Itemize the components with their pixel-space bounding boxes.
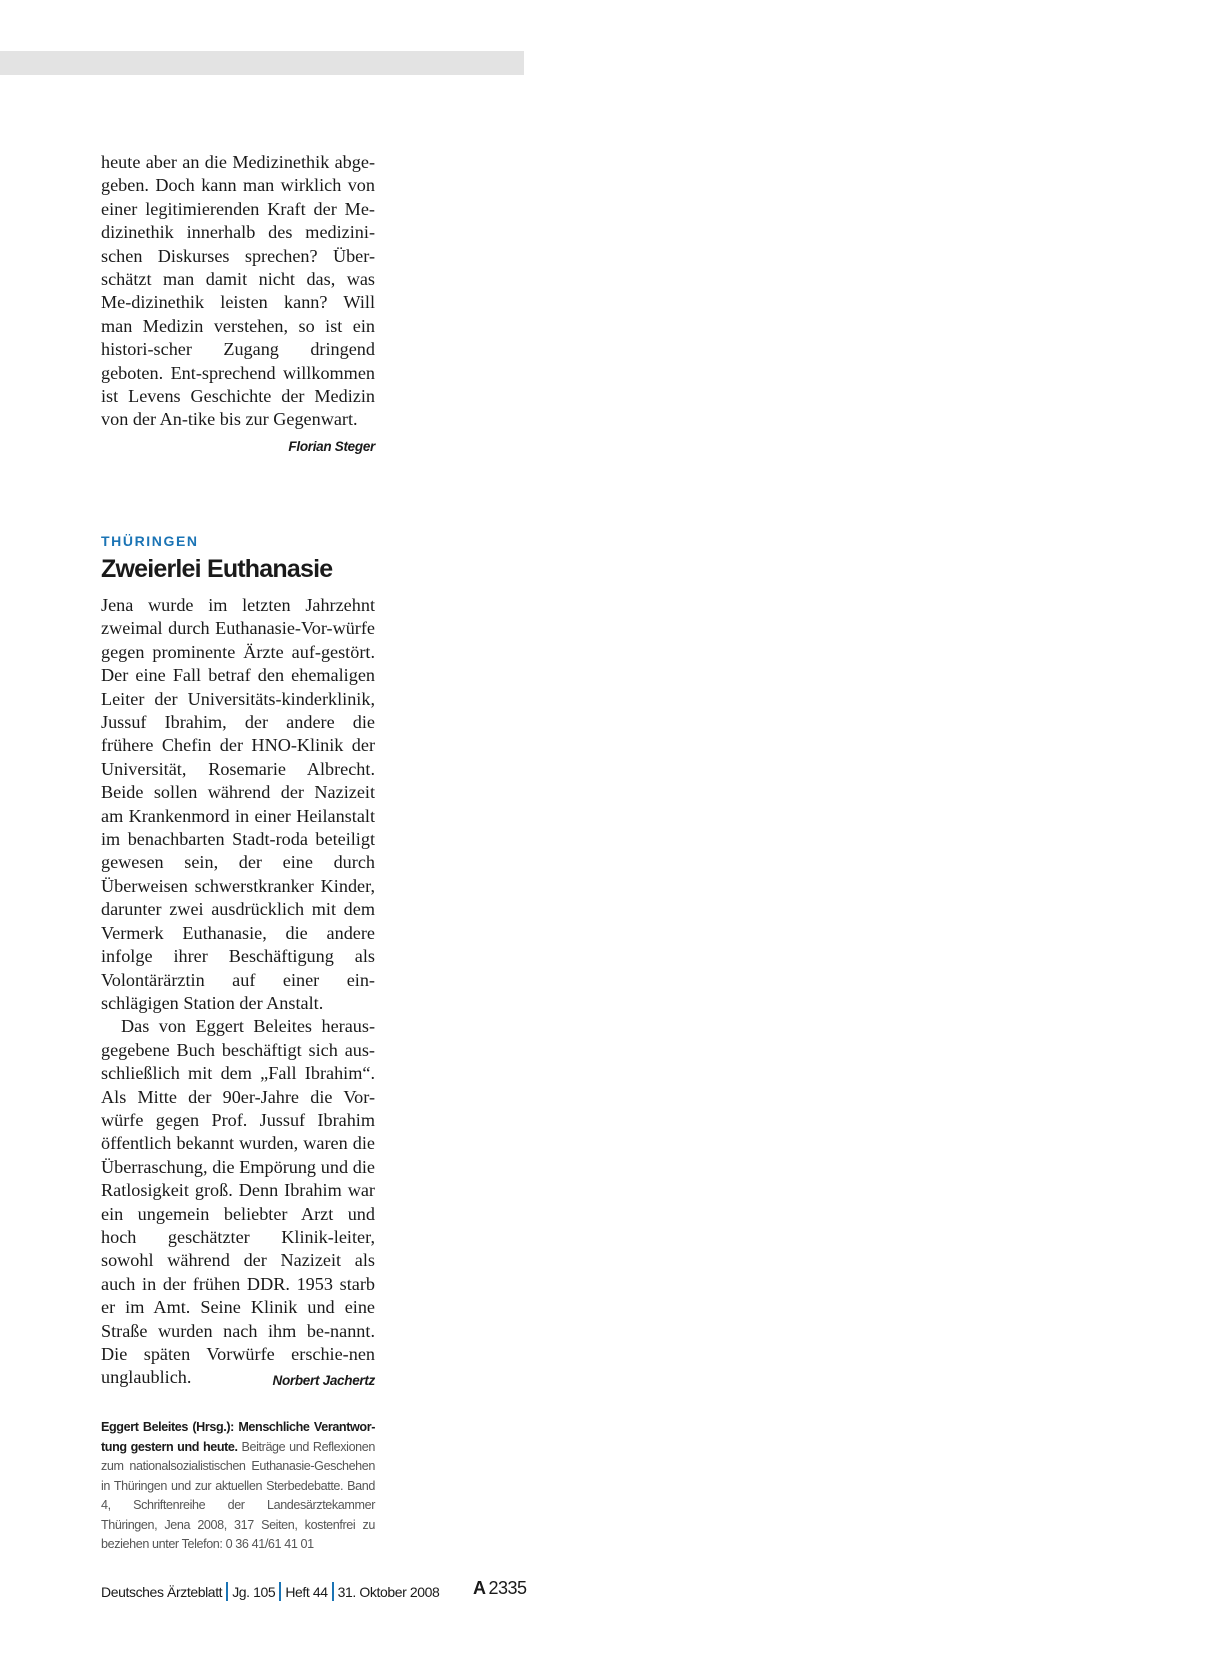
footer-volume: Jg. 105 — [232, 1584, 276, 1600]
intro-column — [101, 151, 375, 458]
article-paragraph-2: Das von Eggert Beleites heraus-gegebene Buch beschäftigt sich aus-schließlich mit dem „Fall Ibrahim“. Als Mitte der 90er-Jahre die Vor-würfe gegen Prof. Jussuf Ibrahim öffentlich bekannt wurden, waren die Überraschung, die Empörung und die Ratlosigkeit groß. Denn Ibrahim war ein ungemein beliebter Arzt und hoch geschätzter Klinik-leiter, sowohl während der Nazizeit als auch in der frühen DDR. 1953 starb er im Amt. Seine Klinik und eine Straße wurden nach ihm be-nannt. Die späten Vorwürfe erschie-nen unglaublich. — [101, 1016, 375, 1388]
footer-separator — [226, 1582, 228, 1601]
article — [101, 533, 375, 1393]
footer-issue: Heft 44 — [285, 1584, 328, 1600]
article-paragraph-1: Jena wurde im letzten Jahrzehnt zweimal durch Euthanasie-Vor-würfe gegen prominente Ärzte auf-gestört. Der eine Fall betraf den ehemaligen Leiter der Universitäts-kinderklinik, Jussuf Ibrahim, der andere die frühere Chefin der HNO-Klinik der Universität, Rosemarie Albrecht. Beide sollen während der Nazizeit am Krankenmord in einer Heilanstalt im benachbarten Stadt-roda beteiligt gewesen sein, der eine durch Überweisen schwerstkranker Kinder, darunter zwei ausdrücklich mit dem Vermerk Euthanasie, die andere infolge ihrer Beschäftigung als Volontärärztin auf einer ein-schlägigen Station der Anstalt. — [101, 595, 375, 1013]
article-author: Norbert Jachertz — [272, 1373, 375, 1389]
book-reference — [101, 1418, 375, 1555]
header-bar — [0, 51, 524, 75]
intro-author: Florian Steger — [288, 438, 375, 454]
page-number — [473, 1578, 527, 1599]
intro-text: heute aber an die Medizinethik abge-geben. Doch kann man wirklich von einer legitimierenden Kraft der Me-dizinethik innerhalb des medizini-schen Diskurses sprechen? Über-schätzt man damit nicht das, was Me-dizinethik leisten kann? Will man Medizin verstehen, so ist ein histori-scher Zugang dringend geboten. Ent-sprechend willkommen ist Levens Geschichte der Medizin von der An-tike bis zur Gegenwart. — [101, 152, 375, 430]
intro-paragraph — [101, 151, 375, 454]
footer-date: 31. Oktober 2008 — [337, 1584, 440, 1600]
page-prefix: A — [473, 1578, 486, 1598]
article-kicker: THÜRINGEN — [101, 533, 199, 549]
article-paragraph-2-wrap — [101, 1015, 375, 1390]
article-headline: Zweierlei Euthanasie — [101, 555, 333, 583]
footer-journal: Deutsches Ärzteblatt — [101, 1584, 223, 1600]
book-details: Beiträge und Reflexionen zum nationalsozialistischen Euthanasie-Geschehen in Thüringen und zur aktuellen Sterbedebatte. Band 4, Schriftenreihe der Landesärztekammer Thüringen, Jena 2008, 317 Seiten, kostenfrei zu beziehen unter Telefon: 0 36 41/61 41 01 — [101, 1439, 375, 1551]
footer-separator — [332, 1582, 334, 1601]
book-title: Eggert Beleites (Hrsg.): Menschliche Verantwor-tung gestern und heute. — [101, 1420, 375, 1454]
page-number-value: 2335 — [488, 1578, 527, 1598]
page-footer — [101, 1582, 439, 1601]
footer-separator — [279, 1582, 281, 1601]
